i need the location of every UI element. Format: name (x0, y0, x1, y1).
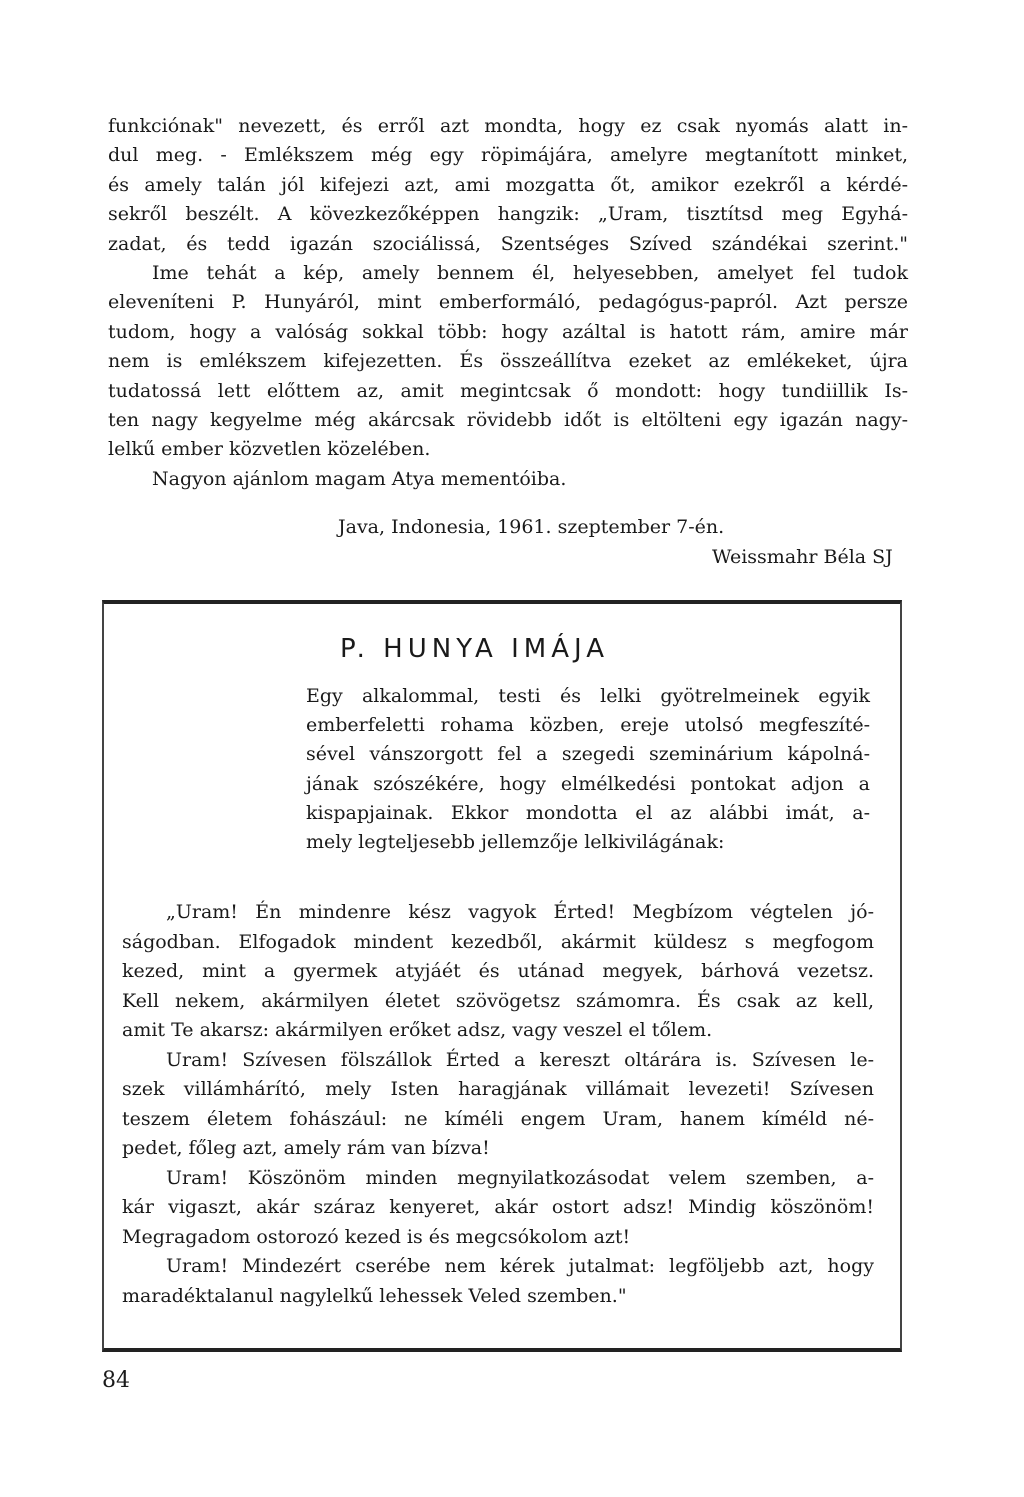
text-line: és amely talán jól kifejezi azt, ami mozgatta őt, amikor ezekről a kérdé- (108, 173, 908, 196)
text-line: tudom, hogy a valóság sokkal több: hogy azáltal is hatott rám, amire már (108, 320, 908, 343)
text-line: zadat, és tedd igazán szociálissá, Szentséges Szíved szándékai szerint." (108, 232, 908, 255)
text-line: tudatossá lett előttem az, amit megintcsak ő mondott: hogy tundiillik Is- (108, 379, 908, 402)
prayer-line: pedet, főleg azt, amely rám van bízva! (122, 1137, 490, 1159)
prayer-line: kezed, mint a gyermek atyjáét és utánad megyek, bárhová vezetsz. (122, 960, 874, 982)
prayer-line: szek villámhárító, mely Isten haragjának villámait levezeti! Szívesen (122, 1078, 874, 1100)
text-line: ten nagy kegyelme még akárcsak rövidebb időt is eltölteni egy igazán nagy- (108, 409, 908, 432)
prayer-line: Uram! Köszönöm minden megnyilatkozásodat velem szemben, a- (166, 1166, 874, 1189)
prayer-line: „Uram! Én mindenre kész vagyok Érted! Megbízom végtelen jó- (166, 901, 874, 923)
intro-line: Egy alkalommal, testi és lelki gyötrelmeinek egyik (306, 685, 870, 707)
intro-line: emberfeletti rohama közben, ereje utolsó megfeszíté- (306, 714, 870, 737)
text-line: nem is emlékszem kifejezetten. És összeállítva ezeket az emlékeket, újra (108, 350, 908, 373)
text-line: Ime tehát a kép, amely bennem él, helyesebben, amelyet fel tudok (152, 262, 908, 285)
prayer-line: Kell nekem, akármilyen életet szövögetsz számomra. És csak az kell, (122, 989, 874, 1012)
prayer-line: teszem életem fohászául: ne kíméli engem Uram, hanem kíméld né- (122, 1107, 874, 1130)
prayer-line: Uram! Mindezért cserébe nem kérek jutalmat: legföljebb azt, hogy (166, 1255, 874, 1277)
place-date: Java, Indonesia, 1961. szeptember 7-én. (338, 516, 725, 538)
prayer-line: Uram! Szívesen fölszállok Érted a kereszt oltárára is. Szívesen le- (166, 1048, 874, 1071)
box-title: P. HUNYA IMÁJA (340, 634, 609, 664)
intro-line: kispapjainak. Ekkor mondotta el az alábbi imát, a- (306, 801, 870, 824)
signature: Weissmahr Béla SJ (712, 546, 893, 568)
text-line: lelkű ember közvetlen közelében. (108, 438, 431, 461)
intro-line: jának szószékére, hogy elmélkedési pontokat adjon a (306, 772, 870, 795)
text-line: funkciónak" nevezett, és erről azt mondta, hogy ez csak nyomás alatt in- (108, 115, 908, 137)
text-line: Nagyon ajánlom magam Atya mementóiba. (152, 467, 567, 490)
page-number: 84 (102, 1368, 130, 1393)
main-text (108, 112, 908, 494)
prayer-line: maradéktalanul nagylelkű lehessek Veled szemben." (122, 1284, 627, 1307)
intro-line: mely legteljesebb jellemzője lelkivilágának: (306, 831, 725, 854)
prayer-line: kár vigaszt, akár száraz kenyeret, akár ostort adsz! Mindig köszönöm! (122, 1196, 874, 1218)
prayer-line: amit Te akarsz: akármilyen erőket adsz, vagy veszel el tőlem. (122, 1019, 713, 1041)
prayer-line: Megragadom ostorozó kezed is és megcsókolom azt! (122, 1225, 631, 1248)
text-line: sekről beszélt. A kövezkezőképpen hangzik: „Uram, tisztítsd meg Egyhá- (108, 203, 908, 226)
text-line: dul meg. - Emlékszem még egy röpimájára, amelyre megtanított minket, (108, 144, 908, 167)
prayer-text (122, 898, 874, 1311)
prayer-line: ságodban. Elfogadok mindent kezedből, akármit küldesz s megfogom (122, 930, 874, 953)
intro-line: sével vánszorgott fel a szegedi szeminárium kápolná- (306, 743, 870, 766)
box-intro (306, 682, 870, 857)
text-line: eleveníteni P. Hunyáról, mint emberformáló, pedagógus-papról. Azt persze (108, 291, 908, 314)
